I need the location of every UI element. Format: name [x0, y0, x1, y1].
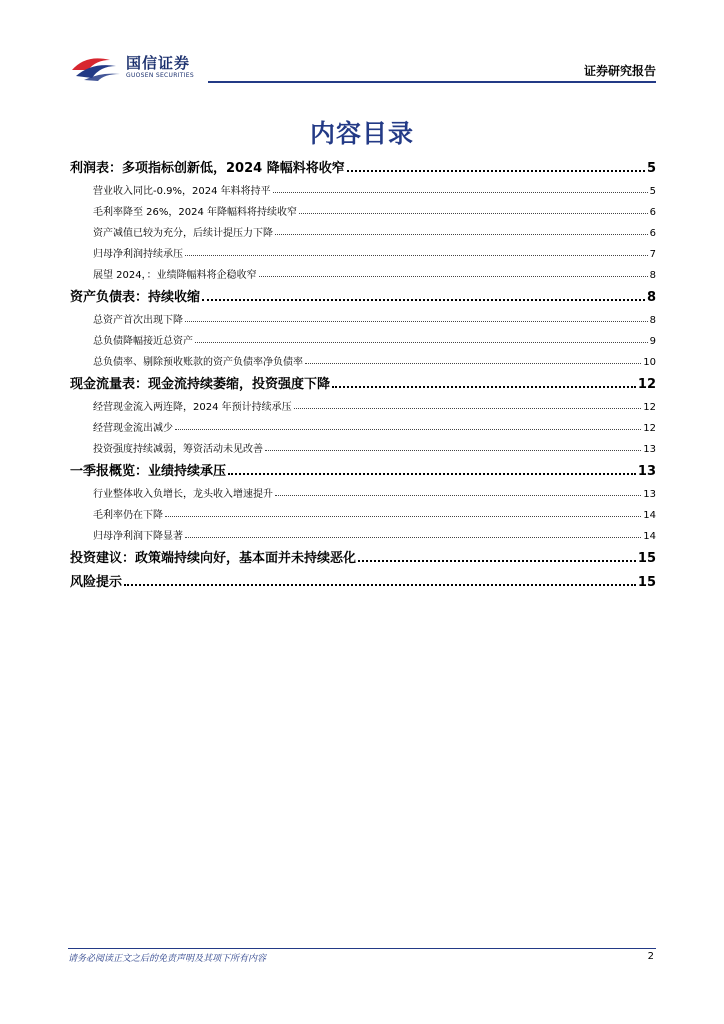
toc-entry-section[interactable]: [70, 455, 656, 479]
page-number: 2: [647, 951, 654, 962]
toc-entry-page: 14: [643, 531, 656, 542]
toc-entry-page: 5: [646, 161, 656, 176]
toc-entry-page: 15: [637, 575, 656, 590]
toc-entry-text: 毛利率仍在下降: [93, 510, 163, 521]
toc-entry-page: 10: [643, 357, 656, 368]
table-of-contents: [70, 152, 656, 590]
toc-entry-page: 12: [637, 377, 656, 392]
toc-dot-leader: [259, 266, 648, 277]
toc-dot-leader: [294, 398, 642, 409]
toc-entry-section[interactable]: [70, 542, 656, 566]
toc-entry-text: 一季报概览：业绩持续承压: [70, 464, 227, 479]
toc-entry-text: 投资建议：政策端持续向好，基本面并未持续恶化: [70, 551, 357, 566]
toc-entry-subsection[interactable]: [70, 218, 656, 239]
toc-entry-text: 毛利率降至 26%，2024 年降幅料将持续收窄: [93, 207, 298, 218]
toc-entry-section[interactable]: [70, 281, 656, 305]
toc-entry-section[interactable]: [70, 566, 656, 590]
toc-entry-subsection[interactable]: [70, 479, 656, 500]
toc-entry-page: 15: [637, 551, 656, 566]
toc-entry-page: 12: [643, 423, 656, 434]
header-divider: [208, 81, 656, 83]
toc-dot-leader: [124, 572, 636, 586]
toc-entry-text: 经营现金流入两连降，2024 年预计持续承压: [93, 402, 292, 413]
toc-entry-page: 9: [649, 336, 656, 347]
toc-dot-leader: [185, 245, 648, 256]
toc-dot-leader: [358, 548, 636, 562]
toc-entry-text: 资产负债表：持续收缩: [70, 290, 201, 305]
toc-entry-subsection[interactable]: [70, 260, 656, 281]
toc-entry-page: 6: [649, 207, 656, 218]
toc-entry-subsection[interactable]: [70, 347, 656, 368]
toc-entry-subsection[interactable]: [70, 392, 656, 413]
toc-entry-page: 8: [649, 270, 656, 281]
toc-entry-text: 经营现金流出减少: [93, 423, 173, 434]
toc-dot-leader: [305, 353, 641, 364]
page-header: [0, 0, 724, 90]
toc-entry-text: 归母净利润持续承压: [93, 249, 183, 260]
toc-dot-leader: [175, 419, 641, 430]
toc-entry-section[interactable]: [70, 368, 656, 392]
toc-entry-section[interactable]: [70, 152, 656, 176]
toc-dot-leader: [195, 332, 648, 343]
toc-dot-leader: [265, 440, 641, 451]
toc-entry-text: 总负债率、剔除预收账款的资产负债率净负债率: [93, 357, 303, 368]
toc-entry-subsection[interactable]: [70, 197, 656, 218]
toc-entry-subsection[interactable]: [70, 239, 656, 260]
toc-dot-leader: [347, 158, 645, 172]
toc-dot-leader: [299, 203, 648, 214]
toc-entry-text: 营业收入同比-0.9%，2024 年料将持平: [93, 186, 271, 197]
toc-entry-text: 总资产首次出现下降: [93, 315, 183, 326]
toc-entry-subsection[interactable]: [70, 326, 656, 347]
toc-dot-leader: [273, 182, 648, 193]
toc-entry-text: 资产减值已较为充分，后续计提压力下降: [93, 228, 273, 239]
toc-title: 内容目录: [309, 119, 414, 148]
toc-entry-subsection[interactable]: [70, 305, 656, 326]
toc-dot-leader: [275, 485, 641, 496]
toc-entry-text: 现金流量表：现金流持续萎缩，投资强度下降: [70, 377, 331, 392]
toc-entry-page: 8: [649, 315, 656, 326]
toc-entry-text: 展望 2024，：业绩降幅料将企稳收窄: [93, 270, 257, 281]
logo-text-cn: 国信证券: [126, 54, 191, 72]
guosen-logo: [70, 52, 198, 82]
toc-dot-leader: [165, 506, 641, 517]
toc-entry-subsection[interactable]: [70, 176, 656, 197]
toc-entry-page: 7: [649, 249, 656, 260]
toc-dot-leader: [275, 224, 648, 235]
toc-entry-page: 13: [643, 489, 656, 500]
toc-entry-page: 14: [643, 510, 656, 521]
toc-entry-text: 利润表：多项指标创新低，2024 降幅料将收窄: [70, 161, 345, 176]
toc-entry-subsection[interactable]: [70, 434, 656, 455]
toc-dot-leader: [202, 287, 645, 301]
toc-entry-text: 归母净利润下降显著: [93, 531, 183, 542]
toc-dot-leader: [228, 461, 636, 475]
toc-entry-page: 6: [649, 228, 656, 239]
toc-entry-text: 投资强度持续减弱，筹资活动未见改善: [93, 444, 263, 455]
toc-entry-text: 风险提示: [70, 575, 123, 590]
toc-entry-text: 行业整体收入负增长，龙头收入增速提升: [93, 489, 273, 500]
toc-dot-leader: [185, 527, 641, 538]
report-type-label: 证券研究报告: [583, 64, 656, 78]
toc-dot-leader: [185, 311, 648, 322]
toc-entry-subsection[interactable]: [70, 521, 656, 542]
toc-entry-subsection[interactable]: [70, 500, 656, 521]
toc-entry-subsection[interactable]: [70, 413, 656, 434]
toc-dot-leader: [332, 374, 636, 388]
footer-disclaimer: 请务必阅读正文之后的免责声明及其项下所有内容: [68, 954, 267, 964]
toc-entry-page: 13: [643, 444, 656, 455]
guosen-logo-icon: [70, 52, 122, 82]
toc-entry-page: 5: [649, 186, 656, 197]
toc-entry-page: 12: [643, 402, 656, 413]
toc-entry-text: 总负债降幅接近总资产: [93, 336, 193, 347]
toc-entry-page: 8: [646, 290, 656, 305]
logo-text-en: GUOSEN SECURITIES: [126, 72, 195, 79]
footer-divider: [68, 948, 656, 949]
toc-entry-page: 13: [637, 464, 656, 479]
